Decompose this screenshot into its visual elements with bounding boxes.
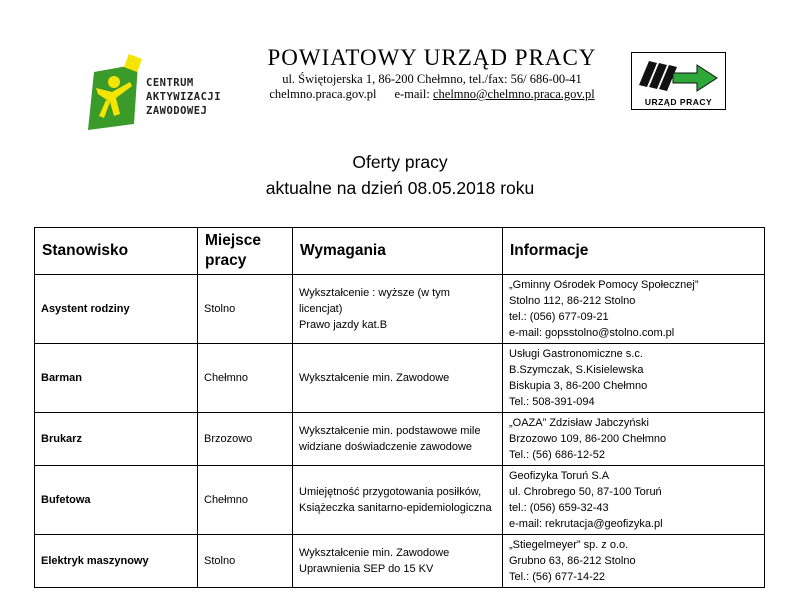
place-cell: Chełmno <box>198 466 293 535</box>
info-line: Tel.: 508-391-094 <box>509 396 595 408</box>
column-header: Wymagania <box>293 228 503 275</box>
place-cell: Chełmno <box>198 344 293 413</box>
info-line: „Gminny Ośrodek Pomocy Społecznej” <box>509 279 699 291</box>
office-address: ul. Świętojerska 1, 86-200 Chełmno, tel./fax: 56/ 686-00-41 <box>282 72 582 86</box>
requirements-cell <box>293 275 503 344</box>
position-cell: Brukarz <box>35 413 198 466</box>
place-cell: Stolno <box>198 275 293 344</box>
info-line: Biskupia 3, 86-200 Chełmno <box>509 380 648 392</box>
info-line: Stolno 112, 86-212 Stolno <box>509 295 636 307</box>
info-line: B.Szymczak, S.Kisielewska <box>509 364 644 376</box>
info-line: Grubno 63, 86-212 Stolno <box>509 555 636 567</box>
info-line: „Stiegelmeyer” sp. z o.o. <box>509 539 629 551</box>
place-cell: Brzozowo <box>198 413 293 466</box>
info-line: ul. Chrobrego 50, 87-100 Toruń <box>509 486 662 498</box>
requirement-line: Książeczka sanitarno-epidemiologiczna <box>299 502 492 514</box>
requirement-line: Wykształcenie min. podstawowe mile widziane doświadczenie zawodowe <box>299 425 481 453</box>
info-line: Tel.: (56) 686-12-52 <box>509 449 605 461</box>
document-title: Oferty pracy <box>352 152 448 172</box>
requirements-cell <box>293 413 503 466</box>
table-row <box>35 466 765 535</box>
table-row <box>35 413 765 466</box>
position-cell: Barman <box>35 344 198 413</box>
info-line: „OAZA” Zdzisław Jabczyński <box>509 417 649 429</box>
info-line: tel.: (056) 659-32-43 <box>509 502 609 514</box>
requirements-cell <box>293 466 503 535</box>
table-header-row <box>35 228 765 275</box>
info-cell <box>503 344 765 413</box>
info-line: Tel.: (56) 677-14-22 <box>509 571 605 583</box>
table-row <box>35 344 765 413</box>
column-header: Stanowisko <box>35 228 198 275</box>
info-cell <box>503 275 765 344</box>
info-cell <box>503 413 765 466</box>
logo-line-2: AKTYWIZACJI <box>146 91 222 103</box>
office-contact <box>252 87 612 102</box>
document-subtitle: aktualne na dzień 08.05.2018 roku <box>265 178 535 198</box>
position-cell: Asystent rodziny <box>35 275 198 344</box>
email-link[interactable]: chelmno@chelmno.praca.gov.pl <box>432 87 595 101</box>
logo-left-text <box>146 76 221 118</box>
logo-urzad-pracy <box>631 52 726 110</box>
requirement-line: Umiejętność przygotowania posiłków, <box>299 486 482 498</box>
email-label: e-mail: <box>394 87 430 101</box>
info-line: Brzozowo 109, 86-200 Chełmno <box>509 433 667 445</box>
column-header: Informacje <box>503 228 765 275</box>
arrow-logo-icon <box>633 55 725 99</box>
office-header <box>252 44 612 102</box>
table-row <box>35 535 765 588</box>
requirement-line: Wykształcenie : wyższe (w tym licencjat) <box>299 287 450 315</box>
info-cell <box>503 466 765 535</box>
logo-line-3: ZAWODOWEJ <box>146 105 208 117</box>
position-cell: Bufetowa <box>35 466 198 535</box>
place-cell: Stolno <box>198 535 293 588</box>
requirement-line: Prawo jazdy kat.B <box>299 319 388 331</box>
job-offers-table <box>34 227 765 588</box>
requirement-line: Wykształcenie min. Zawodowe <box>299 372 450 384</box>
info-line: Usługi Gastronomiczne s.c. <box>509 348 643 360</box>
requirement-line: Wykształcenie min. Zawodowe <box>299 547 450 559</box>
info-email[interactable]: e-mail: rekrutacja@geofizyka.pl <box>509 518 663 530</box>
info-line: tel.: (056) 677-09-21 <box>509 311 609 323</box>
table-row <box>35 275 765 344</box>
requirements-cell <box>293 535 503 588</box>
info-line: Geofizyka Toruń S.A <box>509 470 610 482</box>
info-email[interactable]: e-mail: gopsstolno@stolno.com.pl <box>509 327 675 339</box>
logo-centrum-aktywizacji <box>86 54 246 134</box>
requirements-cell <box>293 344 503 413</box>
column-header: Miejsce pracy <box>198 228 293 275</box>
website-link[interactable]: chelmno.praca.gov.pl <box>269 87 377 101</box>
logo-right-caption: URZĄD PRACY <box>644 97 713 107</box>
running-figure-icon <box>86 54 146 134</box>
requirement-line: Uprawnienia SEP do 15 KV <box>299 563 434 575</box>
office-name: POWIATOWY URZĄD PRACY <box>267 45 597 70</box>
position-cell: Elektryk maszynowy <box>35 535 198 588</box>
info-cell <box>503 535 765 588</box>
logo-line-1: CENTRUM <box>146 77 194 89</box>
